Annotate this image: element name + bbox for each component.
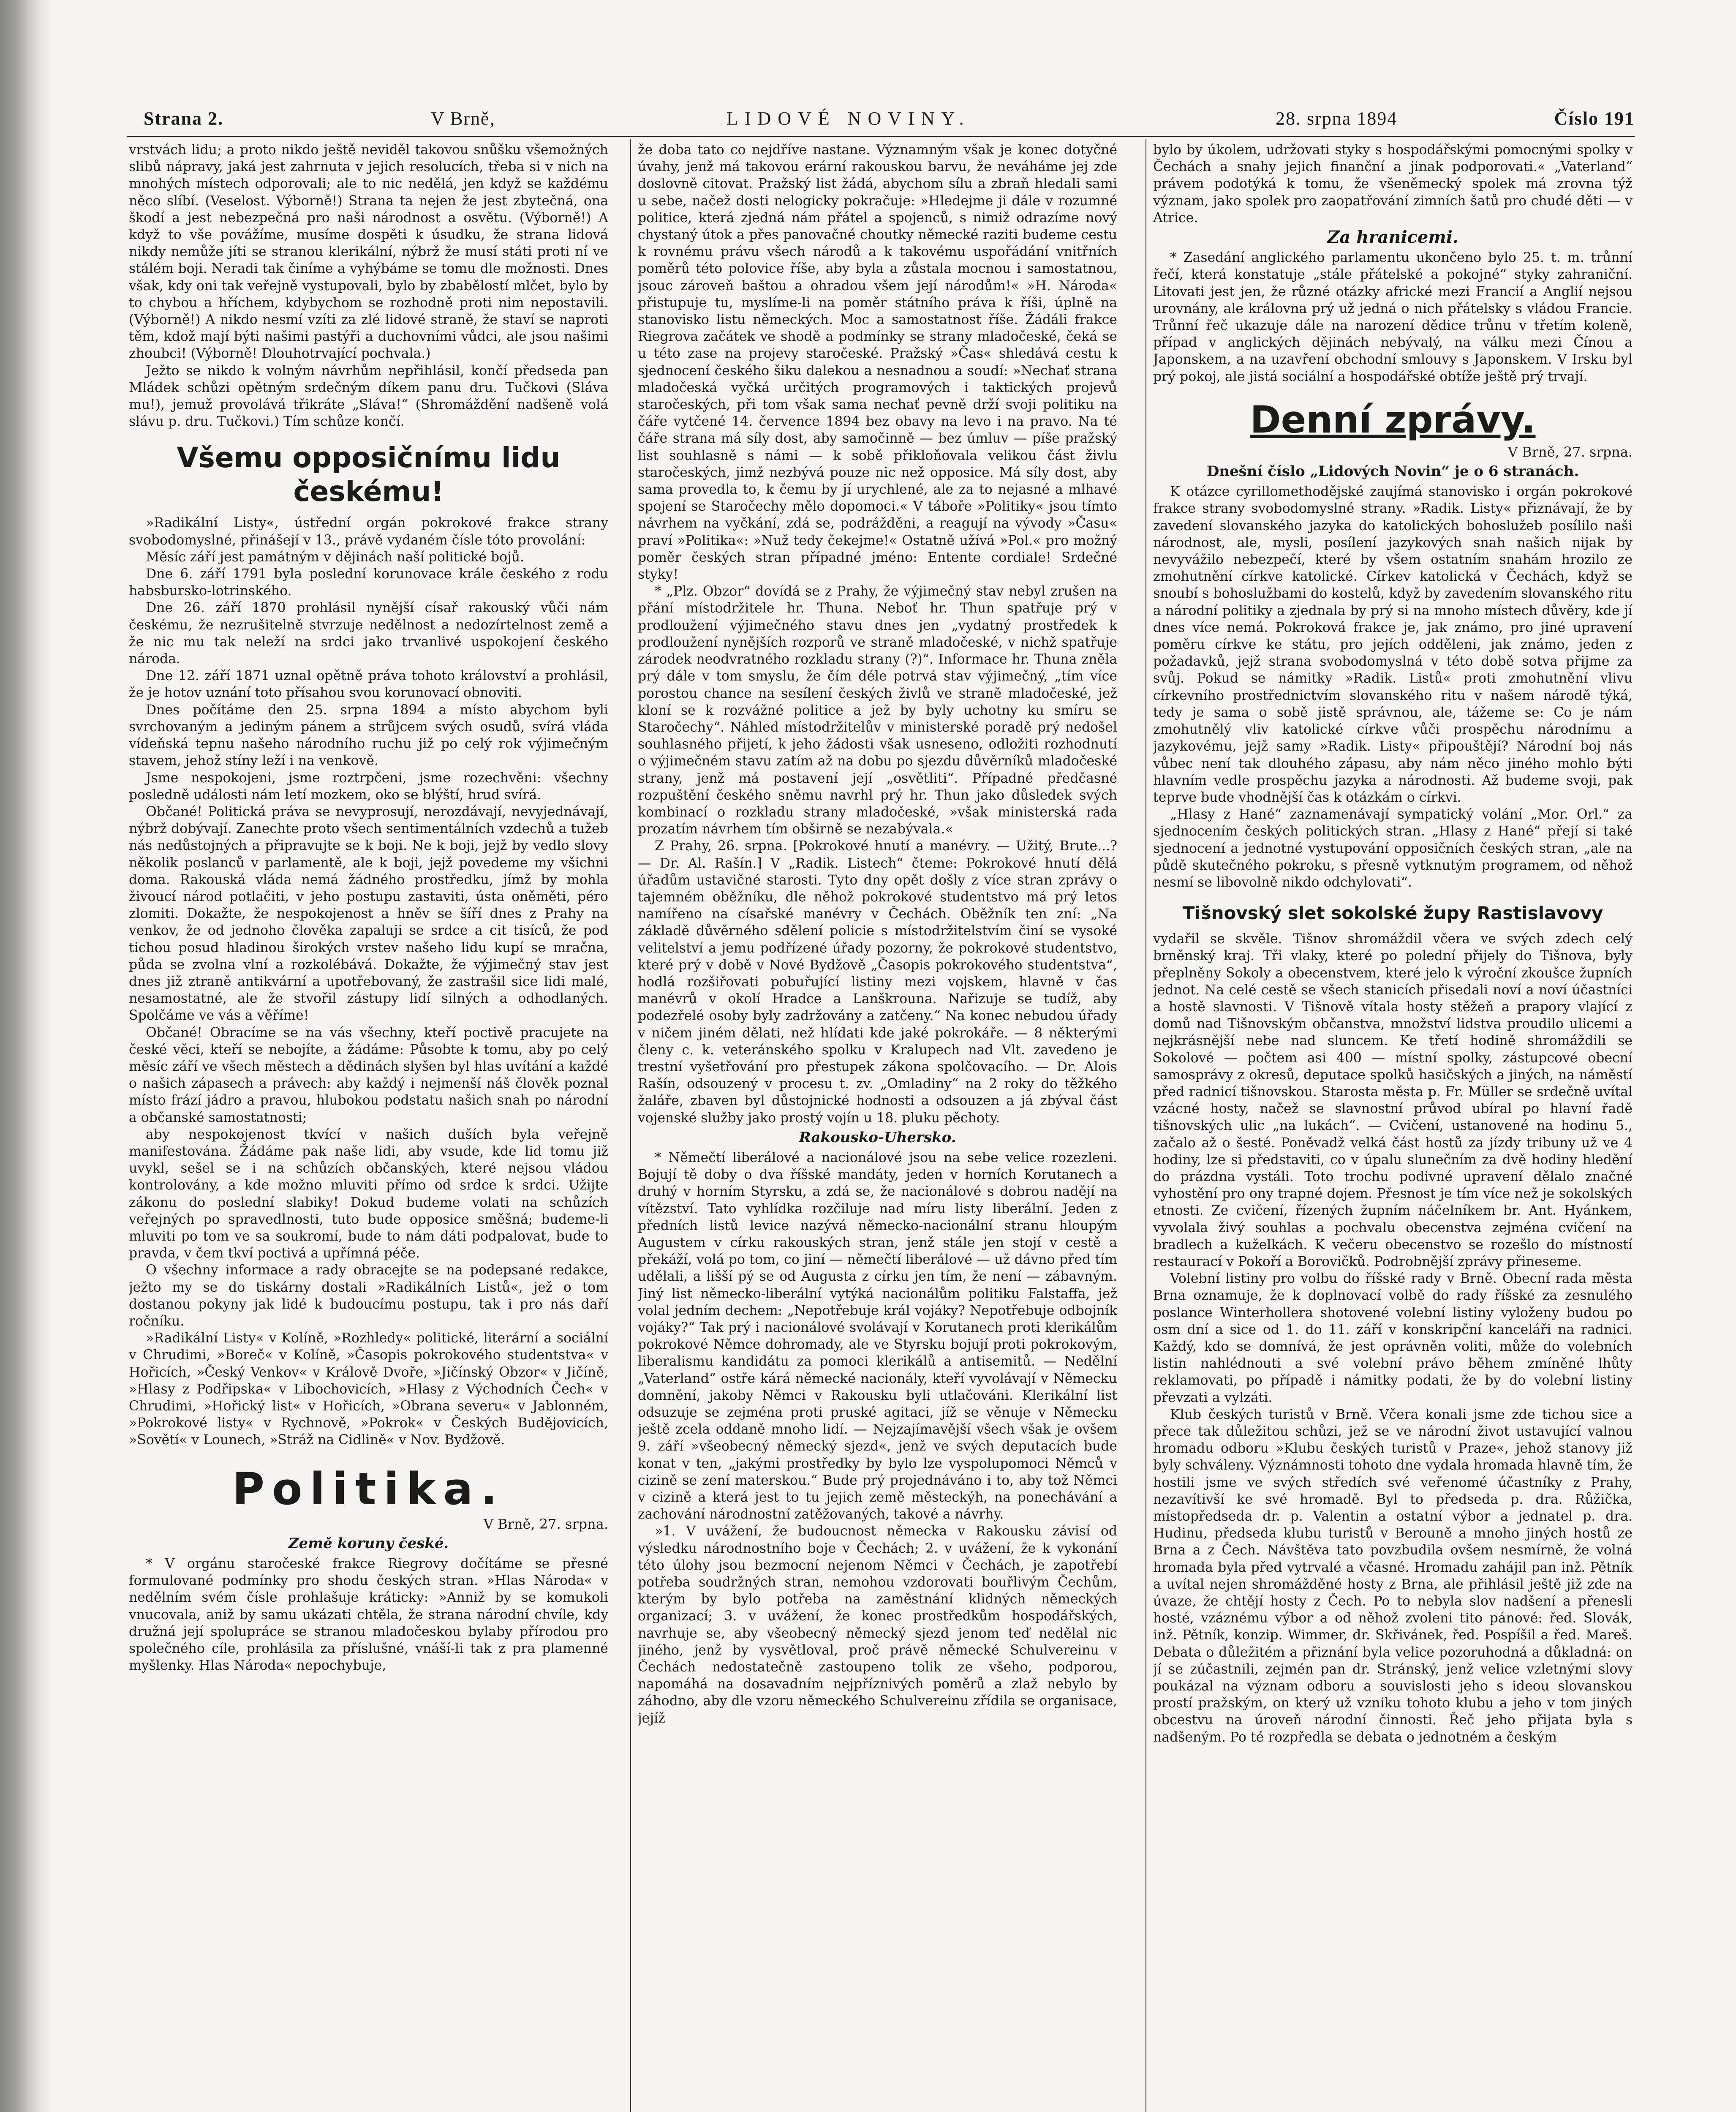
- newspaper-title: LIDOVÉ NOVINY.: [727, 108, 971, 129]
- article-paragraph: Občané! Obracíme se na vás všechny, kteří poctivě pracujete na české věci, kteří se nebojíte, a žádáme: Působte k tomu, aby po celý měsíc září ve všech městech a dědinách slyšen byl hlas uvítání a každé o našich zápasech a právech: aby každý i nejmenší náš člověk poznal místo frází jádro a pravou, hlubokou podstatu našich snah po národní a občanské samostatnosti;: [129, 1025, 608, 1125]
- subsection-heading: Za hranicemi.: [1327, 227, 1458, 248]
- dateline: V Brně, 27. srpna.: [1507, 444, 1633, 460]
- article-paragraph: »Radikální Listy« v Kolíně, »Rozhledy« politické, literární a sociální v Chrudimi, »Boreč« v Kolíně, »Časopis pokrokového studentstva« v Hořicích, »Český Venkov« v Králově Dvoře, »Jičínský Obzor« v Jičíně, »Hlasy z Podřipska« v Libochovicích, »Hlasy z Východních Čech« v Chrudimi, »Hořický list« v Hořicích, »Obrana severu« v Jablonném, »Pokrokové listy« v Rychnově, »Pokrok« v Českých Budějovicích, »Sovětí« v Lounech, »Stráž na Cidlině« v Nov. Bydžově.: [129, 1331, 608, 1448]
- header-rule: [127, 136, 1635, 137]
- article-paragraph: Dnes počítáme den 25. srpna 1894 a místo abychom byli svrchovaným a jediným pánem a strůjcem svých osudů, svírá vláda vídeňská tepnu našeho národního ruchu již po celý rok výjimečným stavem, jehož stíny leží i na venkově.: [129, 702, 608, 769]
- column-1: [129, 142, 608, 2112]
- article-paragraph: Ježto se nikdo k volným návrhům nepřihlásil, končí předseda pan Mládek schůzi opětným srdečným díkem panu dru. Tučkovi (Sláva mu!), jemuž provolává třikráte „Sláva!“ (Shromáždění nadšeně volá slávu p. dru. Tučkovi.) Tím schůze končí.: [129, 363, 608, 430]
- header-date: 28. srpna 1894: [1276, 108, 1398, 129]
- article-paragraph: „Hlasy z Hané“ zaznamenávají sympatický volání „Mor. Orl.“ za sjednocením českých politických stran. „Hlasy z Hané“ přejí si také sjednocení a jednotné vystupování opposičních českých stran, „ale na půdě skutečného pokroku, s přesně vytknutým programem, od něhož nesmí se libovolně nikdo odchylovati“.: [1153, 807, 1633, 890]
- header-city: V Brně,: [431, 108, 495, 129]
- page-number: Strana 2.: [144, 108, 224, 129]
- article-paragraph: že doba tato co nejdříve nastane. Významným však je konec dotyčné úvahy, jenž má takovou erární rakouskou barvu, že neváháme jej zde doslovně citovat. Pražský list žádá, abychom sílu a zbraň hledali sami u sebe, načež dosti nelogicky pokračuje: »Hledejme ji dále v rozumné politice, která zjedná nám přátel a spojenců, s nimiž odrazíme nový chystaný útok a přes panovačné choutky německé raziti budeme cestu k rovnému právu všech národů a k takovému uspořádání vnitřních poměrů této polovice říše, aby byla a zůstala mocnou i samostatnou, jsouc zároveň baštou a ohradou všem její národům!« »H. Národa« přistupuje tu, myslíme-li na poměr státního práva k říši, úplně na stanovisko listu německých. Moc a samostatnost říše. Žádáli frakce Riegrova začátek ve shodě a podmínky se strany mladočeské, čeká se u této zase na projevy staročeské. Pražský »Čas« shledává cestu k sjednocení českého šiku dalekou a nesnadnou a soudí: »Nechať strana mladočeská vyčká určitých programových i taktických projevů staročeských, při tom však sama nechať pevně drží svoji politiku na čáře vytčené 14. července 1894 bez obavy na levo i na pravo. Na té čáře strana má síly dost, aby samočinně — bez úmluv — píše pražský list souhlasně s námi — k sobě přikloňovala velikou část živlu staročeských, jimž nezbývá pouze nic než opposice. Má síly dost, aby sama provedla to, k čemu by jí urychlené, ale za to nejasné a mlhavé spojení se Staročechy mělo dopomoci.« V táboře »Politiky« jsou tímto návrhem na vyčkání, zdá se, podrážděni, a reagují na vývody »Času« praví »Politika«: »Nuž tedy čekejme!« Ostatně užívá »Pol.« pro možný poměr českých stran případné jméno: Entente cordiale! Srdečné styky!: [638, 142, 1117, 582]
- article-paragraph: Z Prahy, 26. srpna. [Pokrokové hnutí a manévry. — Užitý, Brute...? — Dr. Al. Rašín.] V „Radik. Listech“ čteme: Pokrokové hnutí dělá úřadům ustavičné starosti. Tyto dny opět došly z více stran zprávy o tajemném oběžníku, dle něhož pokrokové studentstvo má prý letos namířeno na císařské manévry v Čechách. Oběžník ten zní: „Na základě důvěrného sdělení policie s místodržitelstvím činí se vysoké velitelství a jemu podřízené úřady pozorny, že pokrokové studentstvo, které prý v době v Nové Bydžově „Časopis pokrokového studentstva“, hodlá rozšiřovati pobuřující listiny mezi vojskem, hlavně v čas manévrů v okolí Hradce a Lanškrouna. Nařizuje se tudíž, aby podezřelé osoby byly zadržovány a zatčeny.“ Na konec nebudou úřady v ničem jiném dělati, než hlídati kde jaké pokrokáře. — 8 některými členy c. k. veteránského spolku v Kralupech nad Vlt. zavedeno je trestní vyšetřování pro přestupek zákona spolčovacího. — Dr. Alois Rašín, odsouzený v procesu t. zv. „Omladiny“ na 2 roky do těžkého žaláře, zbaven byl důstojnické hodnosti a odsouzen a já zbýval část vojenské služby jako prostý vojín u 18. pluku pěchoty.: [638, 838, 1117, 1126]
- article-paragraph: * Zasedání anglického parlamentu ukončeno bylo 25. t. m. trůnní řečí, která konstatuje „stále přátelské a pokojné“ styky zahraniční. Litovati jest jen, že různé otázky africké mezi Francií a Anglií nejsou urovnány, ale královna prý už jedná o nich přátelsky s vládou Francie. Trůnní řeč ukazuje dále na narození dědice trůnu v třetím koleně, případ v anglických dějinách nebývalý, na válku mezi Čínou a Japonskem, a na uzavření obchodní smlouvy s Japonskem. V Irsku byl prý pokoj, ale jistá sociální a hospodářské obtíže ještě prý trvají.: [1153, 250, 1633, 384]
- column-3: [1153, 142, 1633, 2112]
- subsection-heading: Dnešní číslo „Lidových Novin“ je o 6 stranách.: [1206, 463, 1579, 480]
- article-paragraph: Občané! Politická práva se nevyprosují, nerozdávají, nevyjednávají, nýbrž dobývají. Zanechte proto všech sentimentálních vzdechů a tužeb nás nedůstojných a připravujte se k boji. Ne k boji, jejž by vedlo slovy několik poslanců v parlamentě, ale k boji, jejž povedeme my všichni doma. Rakouská vláda nemá žádného prostředku, jímž by mohla živoucí národ potlačiti, v jeho postupu zastaviti, ústa oněměti, péro zlomiti. Dokažte, že nespokojenost a hněv se šíří dnes z Prahy na venkov, že od jednoho člověka zapaluji se srdce a cit tisíců, že pod tichou posud hladinou širokých vrstev našeho lidu kupí se mračna, půda se zvolna vlní a rozkolébává. Dokažte, že výjimečný stav jest dnes již ztraně antikvární a upotřebovaný, že zastrašil sice lidi malé, nesamostatné, ale že stvořil zástupy lidí silných a odhodlaných. Spolčáme ve vás a věříme!: [129, 804, 608, 1023]
- article-paragraph: Dne 6. září 1791 byla poslední korunovace krále českého z rodu habsbursko-lotrinského.: [129, 566, 608, 599]
- column-divider: [630, 139, 631, 2112]
- article-paragraph: vydařil se skvěle. Tišnov shromáždil včera ve svých zdech celý brněnský kraj. Tři vlaky, které po polední přijely do Tišnova, byly přeplněny Sokoly a obecenstvem, které jelo k výroční zkoušce župních jednot. Na celé cestě se všech stanicích přisedali noví a noví účastníci a hostě slavnosti. V Tišnově vítala hosty stěžeň a prapory vlající z domů nad Tišnovským občanstva, množství lidstva proudilo ulicemi a nejkrásnější nebe nad sluncem. Ke třetí hodině shromáždili se Sokolové — počtem asi 400 — místní spolky, zástupcové obecní samosprávy z okresů, deputace spolků hasičských a jiných, na náměstí před radnicí tišnovskou. Starosta města p. Fr. Müller se srdečně uvítal vzácné hosty, načež se slavnostní průvod ubíral po hlavní řadě tišnovských ulic „na lukách“. — Cvičení, ustanovené na hodinu 5., začalo až o šesté. Poněvadž velká část hostů za jízdy tribuny už ve 4 hodiny, lze si představiti, co v úpalu slunečním za dvě hodiny hledění do prázdna vystáli. Toto trochu podivné upravení dělalo značné vyhostění pro ony trapné dojem. Přesnost je tím více než je sokolských etnosti. Ze cvičení, řízených župním náčelníkem br. Ant. Hyánkem, vyvolala živý souhlas a pochvalu obecenstva zejména cvičení na bradlech a kuželkách. K večeru obecenstvo se rozešlo do místností restaurací v Pokoří a Borovičků. Podrobnější zprávy přineseme.: [1153, 931, 1633, 1269]
- column-2: [638, 142, 1117, 2112]
- article-paragraph: Klub českých turistů v Brně. Včera konali jsme zde tichou sice a přece tak důležitou schůzi, jež se ve národní život ustavující valnou hromadu odboru »Klubu českých turistů v Praze«, jehož stanovy již byly schváleny. Význámnosti tohoto dne vydala hromada hlavně tím, že hostili jsme ve svých středích své veřenomé účastníky z Prahy, nezavítivší ke své hromadě. Byl to předseda p. dra. Růžička, místopředseda dr. p. Valentin a ostatní výbor a jednatel p. dra. Hudinu, předseda klubu turistů v Berouně a mnoho jiných hostů ze Brna a z Čech. Návštěva tato povzbudila ovšem nesmírně, že volná hromada byla před vytrvalé a včasné. Hromadu zahájil pan inž. Pětník a uvítal nejen shromážděné hosty z Brna, ale přihlásil ještě již zde na úvaze, že chtějí hosty z Čech. Po to nebyla slov nadšení a přenesli hosté, vzáznému výbor a od něhož zvoleni tito pánové: řed. Slovák, inž. Pětník, konzip. Wimmer, dr. Skřivánek, řed. Pospíšil a řed. Mareš. Debata o důležitém a přiznání byla velice pozoruhodná a důkladná: on jí se zúčastnili, zejmén pan dr. Stránský, jenž velice vzletnými slovy poukázal na význam odboru a souvislosti jeho s ideou slovanskou prostí pražským, on který už vzniku tohoto klubu a jeho v tom jiných obcestvu na úroveň národní činnosti. Řeč jeho přijata byla s nadšeným. Po té rozpředla se debata o jednotném a českým: [1153, 1407, 1633, 1745]
- article-paragraph: Dne 26. září 1870 prohlásil nynější císař rakouský vůči nám českému, že nezrušitelně stvrzuje nedělnost a nedozírtelnost země a že nic mu tak neleží na srdci jako trvanlivé uspokojení českého národa.: [129, 600, 608, 667]
- section-heading-politika: Politika.: [232, 1463, 505, 1515]
- subsection-heading: Země koruny české.: [288, 1535, 449, 1552]
- article-paragraph: Dne 12. září 1871 uznal opětně práva tohoto království a prohlásil, že je hotov uznání toto přísahou svou korunovací obnoviti.: [129, 668, 608, 701]
- article-paragraph: * „Plz. Obzor“ dovídá se z Prahy, že výjimečný stav nebyl zrušen na přání místodržitele hr. Thuna. Neboť hr. Thun spatřuje prý v prodloužení výjimečného stavu dnes jen „vydatný prostředek k prodloužení nynějších rozporů ve straně mladočeské, v nichž spatřuje zárodek neodvratného rozkladu strany (?)“. Informace hr. Thuna zněla prý dále v tom smyslu, že čím déle potrvá stav výjimečný, „tím více porostou chance na sesílení českých živlů ve straně mladočeské, jež kloní se k rozvážné politice a jež by byly uchotny ku smíru se Staročechy“. Náhled místodržitelův v ministerské poradě prý nedošel souhlasného přijetí, k jeho žádosti však usneseno, odložiti rozhodnutí o výjimečném stavu zatím až na dobu po sjezdu důvěrníků mladočeské strany, jenž má postavení její „osvětliti“. Případné předčasné rozpuštění českého sněmu navrhl prý hr. Thun jako důsledek svých kombinací o rozkladu strany mladočeské, »však ministerská rada prozatím návrhem tím obširně se nezabývala.«: [638, 584, 1117, 837]
- article-paragraph: aby nespokojenost tkvící v našich duších byla veřejně manifestována. Žádáme pak naše lidi, aby vsude, kde lid tomu již uvykl, sešel se i na schůzích občanských, které nejsou vládou kontrolovány, a kde možno mluviti přímo od srdce k srdci. Užijte zákonu do poslední slabiky! Dokud budeme volati na schůzích veřejných po spravedlnosti, tuto bude opposice směšná; budeme-li mluviti po tom ve sa soukromí, bude to nám dáti podpalovat, bude to pravda, v čem tkví poctivá a upřímná péče.: [129, 1127, 608, 1261]
- article-paragraph: »Radikální Listy«, ústřední orgán pokrokové frakce strany svobodomyslné, přinášejí v 13., právě vydaném čísle tóto provolání:: [129, 515, 608, 548]
- article-paragraph: vrstvách lidu; a proto nikdo ještě neviděl takovou snůšku všemožných slibů nápravy, jaká jest zahrnuta v jejich resolucích, třeba si v nich na mnohých místech odporovali; ale to nic nedělá, jen když se každému něco slíbí. (Veselost. Výborně!) Strana ta nejen že jest zbytečná, ona škodí a jest nebezpečná pro naši národnost a osvětu. (Výborně!) A když to vše povážíme, musíme dospěti k úsudku, že strana lidová nikdy nemůže jíti se stranou klerikální, nýbrž že musí státi proti ní ve stálém boji. Neradi tak činíme a vyhýbáme se tomu dle možnosti. Dnes však, kdy oni tak veřejně vystupovali, bylo by zbabělostí mlčet, bylo by to chybou a hříchem, kdybychom se rozhodně proti nim nepostavili. (Výborně!) A nikdo nesmí vzíti za zlé lidové straně, že staví se naproti těm, kdož mají býti našimi pastýři a duchovními vůdci, ale jsou našimi zhoubci! (Výborně! Dlouhotrvající pochvala.): [129, 142, 608, 362]
- headline-opposition: Všemu opposičnímu lidu českému!: [177, 441, 561, 508]
- article-paragraph: Volební listiny pro volbu do říšské rady v Brně. Obecní rada města Brna oznamuje, že k doplnovací volbě do rady říšské za zesnulého poslance Winterhollera shotovené volební listiny vyloženy budou po osm dní a sice od 1. do 11. září v konskripční kanceláři na radnici. Každý, kdo se domnívá, že jest oprávněn voliti, může do volebních listin nahlédnouti a své volební právo během zmíněné lhůty reklamovati, po případě i námitky podati, že by do volební listiny převzati a vylzáti.: [1153, 1271, 1633, 1405]
- article-paragraph: * Němečtí liberálové a nacionálové jsou na sebe velice rozezleni. Bojují tě doby o dva říšské mandáty, jeden v horních Korutanech a druhý v horním Styrsku, a zdá se, že nacionálové s dobrou nadějí na vítězství. Tato vyhlídka rozčiluje nad míru listy liberální. Jeden z předních listů levice nazývá německo-nacionální stranu hloupým Augustem v círku rakouských stran, jenž stále jen stojí v cestě a překáží, volá po tom, co jiní — němečtí liberálové — už dávno před tím udělali, a lišší pý se od Augusta z círku jen tím, že není — zábavným. Jiný list německo-liberální vytýká nacionálům politiku Falstaffa, jež volal jedním dechem: „Nepotřebuje král vojáky? Nepotřebuje odbojník vojáky?“ Tak prý i nacionálové svolávají v Korutanech proti klerikálům pokrokové Němce dohromady, ale ve Styrsku bojují proti pokrokovým, liberalismu kandidátu za pomoci klerikálů a antisemitů. — Nedělní „Vaterland“ ostře kárá německé nacionály, kteří vyvolávají v Německu domnění, jakoby Němci v Rakousku byli utlačováni. Klerikální list odsuzuje se zejména proti pruské agitaci, jíž se věnuje v Německu ještě zcela oddaně mnoho lidí. — Nejzajímavější všech však je ovšem 9. září »všeobecný německý sjezd«, jenž ve svých deputacích bude konat v ten, „jakými prostředky by bylo lze vyspolupomoci Němců v cizině se zení materskou.“ Bude prý projednáváno i to, aby tož Němci v cizině a která jest to tu jejich země městeckýh, na ponechávání a zachování národnostní zatěžovaných, takové a návrhy.: [638, 1150, 1117, 1522]
- scan-edge-shadow: [0, 0, 51, 2112]
- article-paragraph: * V orgánu staročeské frakce Riegrovy dočítáme se přesné formulované podmínky pro shodu českých stran. »Hlas Národa« v nedělním svém čísle prohlašuje kráticky: »Anniž by se komukoli vnucovala, aniž by samu ukázati chtěla, že strana národní chvíle, kdy družná její spolupráce se stranou mladočeskou bylaby přírodou pro společného cíle, prohlásila za příslušné, vnáší-li tak z pra plamenné myšlenky. Hlas Národa« nepochybuje,: [129, 1556, 608, 1674]
- article-paragraph: O všechny informace a rady obracejte se na podepsané redakce, ježto my se do tiskárny dostali »Radikálních Listů«, jež o tom dostanou pokyny jak lidé k budoucímu postupu, tak i pro nás daří ročníku.: [129, 1263, 608, 1329]
- dateline: V Brně, 27. srpna.: [483, 1516, 608, 1532]
- page-header: [127, 108, 1635, 133]
- article-paragraph: K otázce cyrillomethodějské zaujímá stanovisko i orgán pokrokové frakce strany svobodomyslné strany. »Radik. Listy« přiznávají, že by zavedení slovanského jazyka do katolických bohoslužeb posílilo naši národnost, ale, mysli, posílení jazykových snah našich nijak by nevyvážilo nebezpečí, které by všem ostatním snahám hrozilo ze zmohutnění církve katolické. Církev katolická v Čechách, když se snoubí s bohoslužbami do kostelů, když by zavedením slovanského ritu a národní politiky a zjednala by prý si na mnoho místech důvěry, kde jí dnes více nemá. Pokroková frakce je, jak známo, pro jiné upravení poměru církve ke státu, pro jejích odděleni, jak známo, jeden z požadavků, jejž strana svobodomyslná v této době sotva přijme za svůj. Pokud se námitky »Radik. Listů« proti zmohutnění vlivu církevního prostřednictvím slovanského ritu v našem národě týká, tedy je sama o sobě jistě správnou, ale, tážeme se: Co je nám zmohutnělý vliv katolické církve vůči prospěchu národnímu a jazykovému, jejž samy »Radik. Listy« připouštějí? Národní boj nás vůbec není tak dlouhého zápasu, aby nám něco jiného mohlo býti hlavním vedle prospěchu jazyka a národnosti. Až budeme svoji, pak teprve bude vhodnější čas k otázkám o církvi.: [1153, 484, 1633, 805]
- article-paragraph: »1. V uvážení, že budoucnost německa v Rakousku závisí od výsledku národnostního boje v Čechách; 2. v uvážení, že k vykonání této úlohy jsou bezmocní nejenom Němci v Čechách, je zapotřebí potřeba soudržných stran, nemohou vzdorovati bouřlivým Čechům, kterým by bylo potřeba na zaměstnání klidných německých organizací; 3. v uvážení, že konec prostředkům hospodářských, navrhuje se, aby všeobecný německý sjezd jenom teď nedělal nic jiného, jenž by vysvětloval, proč právě německé Schulvereinu v Čechách nedostatečně zastoupeno tolik ze všeho, podporou, napomáhá na dosavadním nejpříznivých poměrů a zlaž nebylo by záhodno, aby dle vzoru německého Schulvereinu zřídila se organisace, jejíž: [638, 1524, 1117, 1726]
- issue-number: Číslo 191: [1554, 108, 1635, 129]
- headline-tisnov-slet: Tišnovský slet sokolské župy Rastislavovy: [1182, 903, 1603, 924]
- article-paragraph: bylo by úkolem, udržovati styky s hospodářskými pomocnými spolky v Čechách a snahy jejich finanční a jinak podporovati.« „Vaterland“ právem podotýká k tomu, že všeněmecký spolek má zrovna týž význam, jako spolek pro zaopatřování zimních šatů pro chudé děti — v Atrice.: [1153, 142, 1633, 226]
- article-paragraph: Měsíc září jest památným v dějinách naší politické bojů.: [146, 549, 525, 565]
- subsection-heading: Rakousko-Uhersko.: [799, 1129, 956, 1146]
- section-heading-denni-zpravy: Denní zprávy.: [1250, 397, 1536, 441]
- article-paragraph: Jsme nespokojeni, jsme roztrpčeni, jsme rozechvěni: všechny posledně události nám letí mozkem, oko se blýští, hrud svírá.: [129, 770, 608, 803]
